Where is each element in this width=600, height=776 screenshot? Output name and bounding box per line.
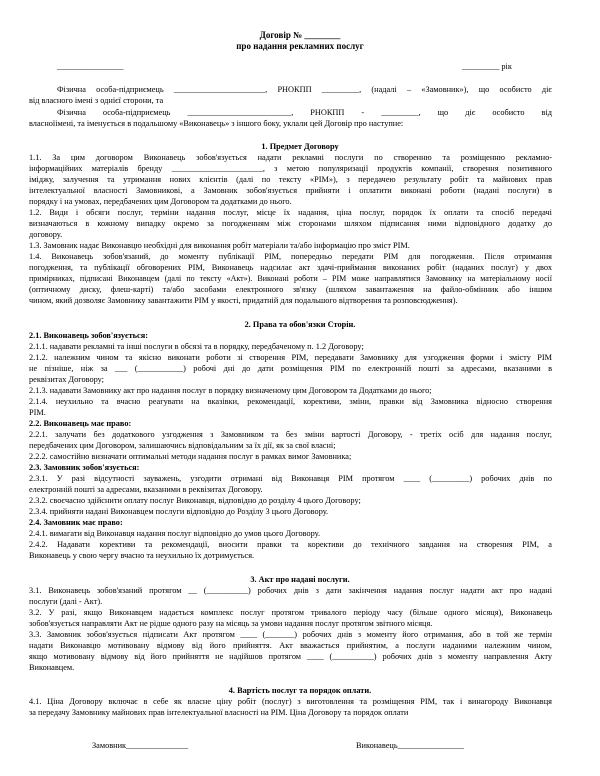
s1-line: погодження, та публікації обговорених РІМ, Виконавець надсилає акт здачі-приймання виконаних робіт (наданих послуг) у двох [29,263,552,272]
s1-line: 1.4. Виконавець зобов'язаний, до моменту публікації РІМ, попередньо передати РІМ для погодження. Після отримання [29,252,552,261]
s1-line: (оптичному диску, флеш-карті) та/або засобами електронного зв'язку (шляхом завантаження на файло-обмінник або іншим [29,285,552,294]
s2-line: 2.1.1. надавати рекламні та інші послуги в обсязі та в порядку, передбаченому п. 1.2 Договору; [29,342,364,351]
s1-line: порядку і на умовах, передбачених цим Договором та додатками до нього. [29,197,292,206]
s2-line: передбачених цим Договором, залишаючись відповідальним за їх дії, як за свої власні; [29,441,336,450]
customer-party-line-2: від власного імені з однієї сторони, та [29,96,164,105]
s2-subheading: 2.2. Виконавець має право: [29,419,132,428]
contract-year: _________ рік [462,62,512,71]
s2-line: РІМ. [29,408,46,417]
s2-line: електронній пошті за адресами, вказаними в реквізитах Договору. [29,485,263,494]
s1-line: 1.3. Замовник надає Виконавцю необхідні для виконання робіт матеріали та/або інформацію про зміст РІМ. [29,241,410,250]
s1-line: визначаються в кожному випадку окремо за погодженням між сторонами шляхом підписання ними відповідного додатку до [29,219,552,228]
s1-line: договору. [29,230,63,239]
s1-line: іміджу, залучення та утримання нових клієнтів (далі по тексту «РІМ»), з передачею результату робіт та майнових прав [29,175,552,184]
s2-line: 2.3.2. своєчасно здійснити оплату послуг Виконавця, відповідно до розділу 4 цього Договору; [29,496,361,505]
s2-line: 2.2.2. самостійно визначати оптимальні методи надання послуг в рамках вимог Замовника; [29,452,352,461]
s2-line: 2.3.1. У разі відсутності зауважень, узгодити отримані від Виконавця РІМ протягом ____ (_________) робочих днів по [29,474,552,483]
place-blank: ________________ [57,62,124,71]
performer-party-line-2: власноїімені, та іменується в подальшому «Виконавець» з іншого боку, уклали цей Договір про наступне: [29,119,404,128]
s2-line: 2.1.2. належним чином та якісно виконати роботи зі створення РІМ, передавати Замовнику для узгодження форми і змісту РІМ [29,353,552,362]
s3-line: надати Виконавцю мотивовану відмову від його прийняття. Акт вважається прийнятим, а послуги наданими належним чином, [29,641,552,650]
s3-line: послуги (далі - Акт). [29,597,103,606]
s2-line: 2.4.2. Надавати корективи та рекомендації, вносити правки та корективи до технічного завдання на створення РІМ, а [29,540,552,549]
contract-subtitle: про надання рекламних послуг [236,41,364,51]
s2-line: не пізніше, ніж за ___ (___________) робочі дні до дати розміщення РІМ по електронній пошті за адресами, вказаними в [29,364,552,373]
s2-subheading: 2.1. Виконавець зобов'язується: [29,331,148,340]
s1-line: чином, який дозволяє Замовнику завантажити РІМ у якості, придатній для подальшого відтворення та розповсюдження). [29,296,458,305]
s4-line: за передачу Замовнику майнових прав інтелектуальної власності на РІМ. Ціна Договору та порядок оплати [29,708,409,717]
performer-signature: Виконавець________________ [356,741,465,750]
s1-line: 1.1. За цим договором Виконавець зобов'язується надати рекламні послуги по створенню та розміщенню рекламно- [29,153,552,162]
s2-line: реквізитах Договору; [29,375,104,384]
s4-line: 4.1. Ціна Договору включає в себе як власне ціну робіт (послуг) з виготовлення та розміщення РІМ, так і винагороду Виконавця [29,697,552,706]
section-2-title: 2. Права та обов'язки Сторін. [244,320,356,329]
s1-line: 1.2. Види і обсяги послуг, терміни надання послуг, місце їх надання, ціна послуг, порядок їх оплати та спосіб передачі [29,208,552,217]
performer-party-line-1: Фізична особа-підприємець _________________________, РНОКПП - _________, що діє особисто від [57,108,552,117]
s2-line: Виконавець у свою чергу вчасно та неухильно їх дотримується. [29,551,255,560]
s2-line: 2.2.1. залучати без додаткового узгодження з Замовником та без зміни вартості Договору, - третіх осіб для надання послуг, [29,430,552,439]
s2-line: 2.1.3. надавати Замовнику акт про надання послуг в порядку визначеному цим Договором та Додатками до нього; [29,386,432,395]
s3-line: 3.2. У разі, якщо Виконавцем надається комплекс послуг протягом тривалого періоду часу (більше одного місяця), Виконавець [29,608,552,617]
s2-line: 2.4.1. вимагати від Виконавця надання послуг відповідно до умов цього Договору. [29,529,321,538]
s1-line: інформаційних матеріалів бренду ______________________, з метою популяризації продуктів компанії, створення позитивного [29,164,552,173]
section-4-title: 4. Вартість послуг та порядок оплати. [228,686,372,695]
s2-line: 2.3.4. прийняти надані Виконавцем послуги відповідно до Розділу 3 цього Договору. [29,507,329,516]
s3-line: 3.3. Замовник зобов'язується підписати Акт протягом ____ (_______) робочих днів з моменту його отримання, або в той же термін [29,630,552,639]
s2-subheading: 2.3. Замовник зобов'язується: [29,463,140,472]
contract-title: Договір № ________ [259,30,341,40]
s3-line: 3.1. Виконавець зобов'язаний протягом __ (__________) робочих днів з дати закінчення надання послуг надати акт про надані [29,586,552,595]
s1-line: примірниках, підписані Виконавцем (далі по тексту «Акт»). Виконані роботи – РІМ може направлятися Замовнику на матеріальному носії [29,274,552,283]
s2-line: 2.1.4. неухильно та вчасно реагувати на вказівки, рекомендації, корективи, зміни, правки від Замовника відносно створення [29,397,552,406]
customer-signature: Замовник_______________ [92,741,189,750]
s2-subheading: 2.4. Замовник має право: [29,518,123,527]
s1-line: інтелектуальної власності Замовникові, а Замовник зобов'язується прийняти і оплатити виконані роботи (надані послуги) в [29,186,552,195]
section-3-title: 3. Акт про надані послуги. [250,575,350,584]
s3-line: якщо мотивовану відмову від його прийняття не надійшов протягом ____ (__________) робочих днів з моменту направлення Акту [29,652,552,661]
s3-line: Виконавцем. [29,663,75,672]
customer-party-line-1: Фізична особа-підприємець ______________________, РНОКПП _________, (надалі – «Замовник»), що особисто діє [57,85,552,94]
section-1-title: 1. Предмет Договору [261,142,339,151]
s3-line: зобов'язується направляти Акт не рідше одного разу на місяць за умови надання послуг протягом звітного місяця. [29,619,433,628]
